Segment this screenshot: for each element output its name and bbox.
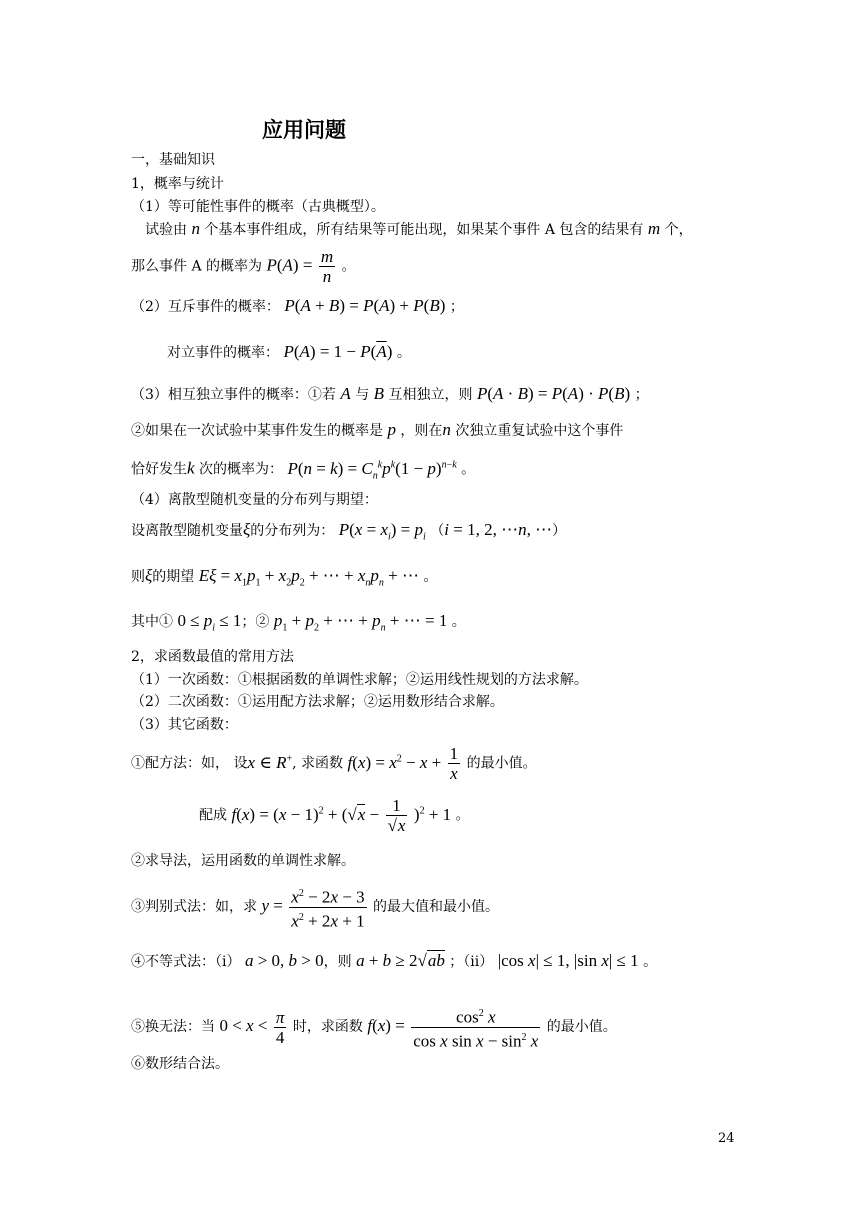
page-title: 应用问题 — [262, 118, 346, 142]
item-other-functions: （3）其它函数： — [131, 717, 238, 733]
text-trial-definition: 试验由 n 个基本事件组成，所有结果等可能出现，如果某个事件 A 包含的结果有 m 个， — [145, 219, 693, 238]
item-linear-function: （1）一次函数：①根据函数的单调性求解；②运用线性规划的方法求解。 — [131, 672, 588, 688]
subsection-probability: 1，概率与统计 — [131, 176, 224, 192]
formula-complementary: 对立事件的概率： $P(A) = 1 - P(\overline{A})$ 。 — [167, 342, 411, 361]
formula-discriminant: ③判别式法：如，求 y = $\frac{x^2 - 2x - 3}{x^2 + 2x + 1}$ 的最大值和最小值。 — [131, 884, 499, 930]
formula-distribution: 设离散型随机变量ξ的分布列为： $P(x = x_i) = p_i$ （i = 1, 2, ⋯n, ⋯） — [131, 520, 567, 543]
item-derivative-method: ②求导法，运用函数的单调性求解。 — [131, 853, 355, 869]
section-heading-basics: 一，基础知识 — [131, 152, 215, 168]
formula-substitution: ⑤换无法：当 0 < x < $\frac{\pi}{4}$ 时，求函数 f(x) = $\frac{\cos^2 x}{\cos x \sin x - \sin^2 x}$ 的最小值。 — [131, 1004, 617, 1050]
item-classical-probability: （1）等可能性事件的概率（古典概型）。 — [131, 199, 385, 215]
formula-classical: 那么事件 A 的概率为 P(A) = $\frac{m}{n}$ 。 — [131, 247, 356, 286]
formula-distribution-properties: 其中① $0 \le p_i \le 1$；② $p_1 + p_2$ + ⋯ + $p_n$ + ⋯ = 1 。 — [131, 611, 466, 634]
item-graphical-method: ⑥数形结合法。 — [131, 1056, 229, 1072]
formula-inequality: ④不等式法：（i） a > 0, b > 0，则 a + b ≥ 2√ab ；（ii） |cos x| ≤ 1, |sin x| ≤ 1 。 — [131, 951, 658, 970]
formula-binomial: 恰好发生k 次的概率为： $P(n = k) = C_n^kp^k(1 - p)^{n-k}$ 。 — [131, 458, 476, 482]
page-number: 24 — [718, 1131, 735, 1146]
formula-independent: （3）相互独立事件的概率：①若 A 与 B 互相独立，则 P(A · B) = P(A) · P(B) ； — [131, 384, 649, 403]
subsection-extreme-values: 2，求函数最值的常用方法 — [131, 649, 294, 665]
item-quadratic-function: （2）二次函数：①运用配方法求解；②运用数形结合求解。 — [131, 694, 504, 710]
item-discrete-distribution: （4）离散型随机变量的分布列与期望： — [131, 492, 378, 508]
formula-completing-square: ①配方法：如， 设x ∈ R+, 求函数 $f(x) = x^2 - x$ + $\frac{1}{x}$ 的最小值。 — [131, 744, 537, 783]
formula-completed-square: 配成 $f(x) = (x - 1)^2 + (√x$ − $\frac{1}{√x}$ )$^2$ + 1 。 — [199, 796, 470, 835]
formula-mutually-exclusive: （2）互斥事件的概率： P(A + B) = P(A) + P(B) ； — [131, 296, 464, 315]
text-repeated-trials: ②如果在一次试验中某事件发生的概率是 p ，则在n 次独立重复试验中这个事件 — [131, 420, 624, 439]
formula-expectation: 则ξ的期望 $E\xi = x_1p_1 + x_2p_2$ + ⋯ + $x_np_n$ + ⋯ 。 — [131, 566, 438, 589]
